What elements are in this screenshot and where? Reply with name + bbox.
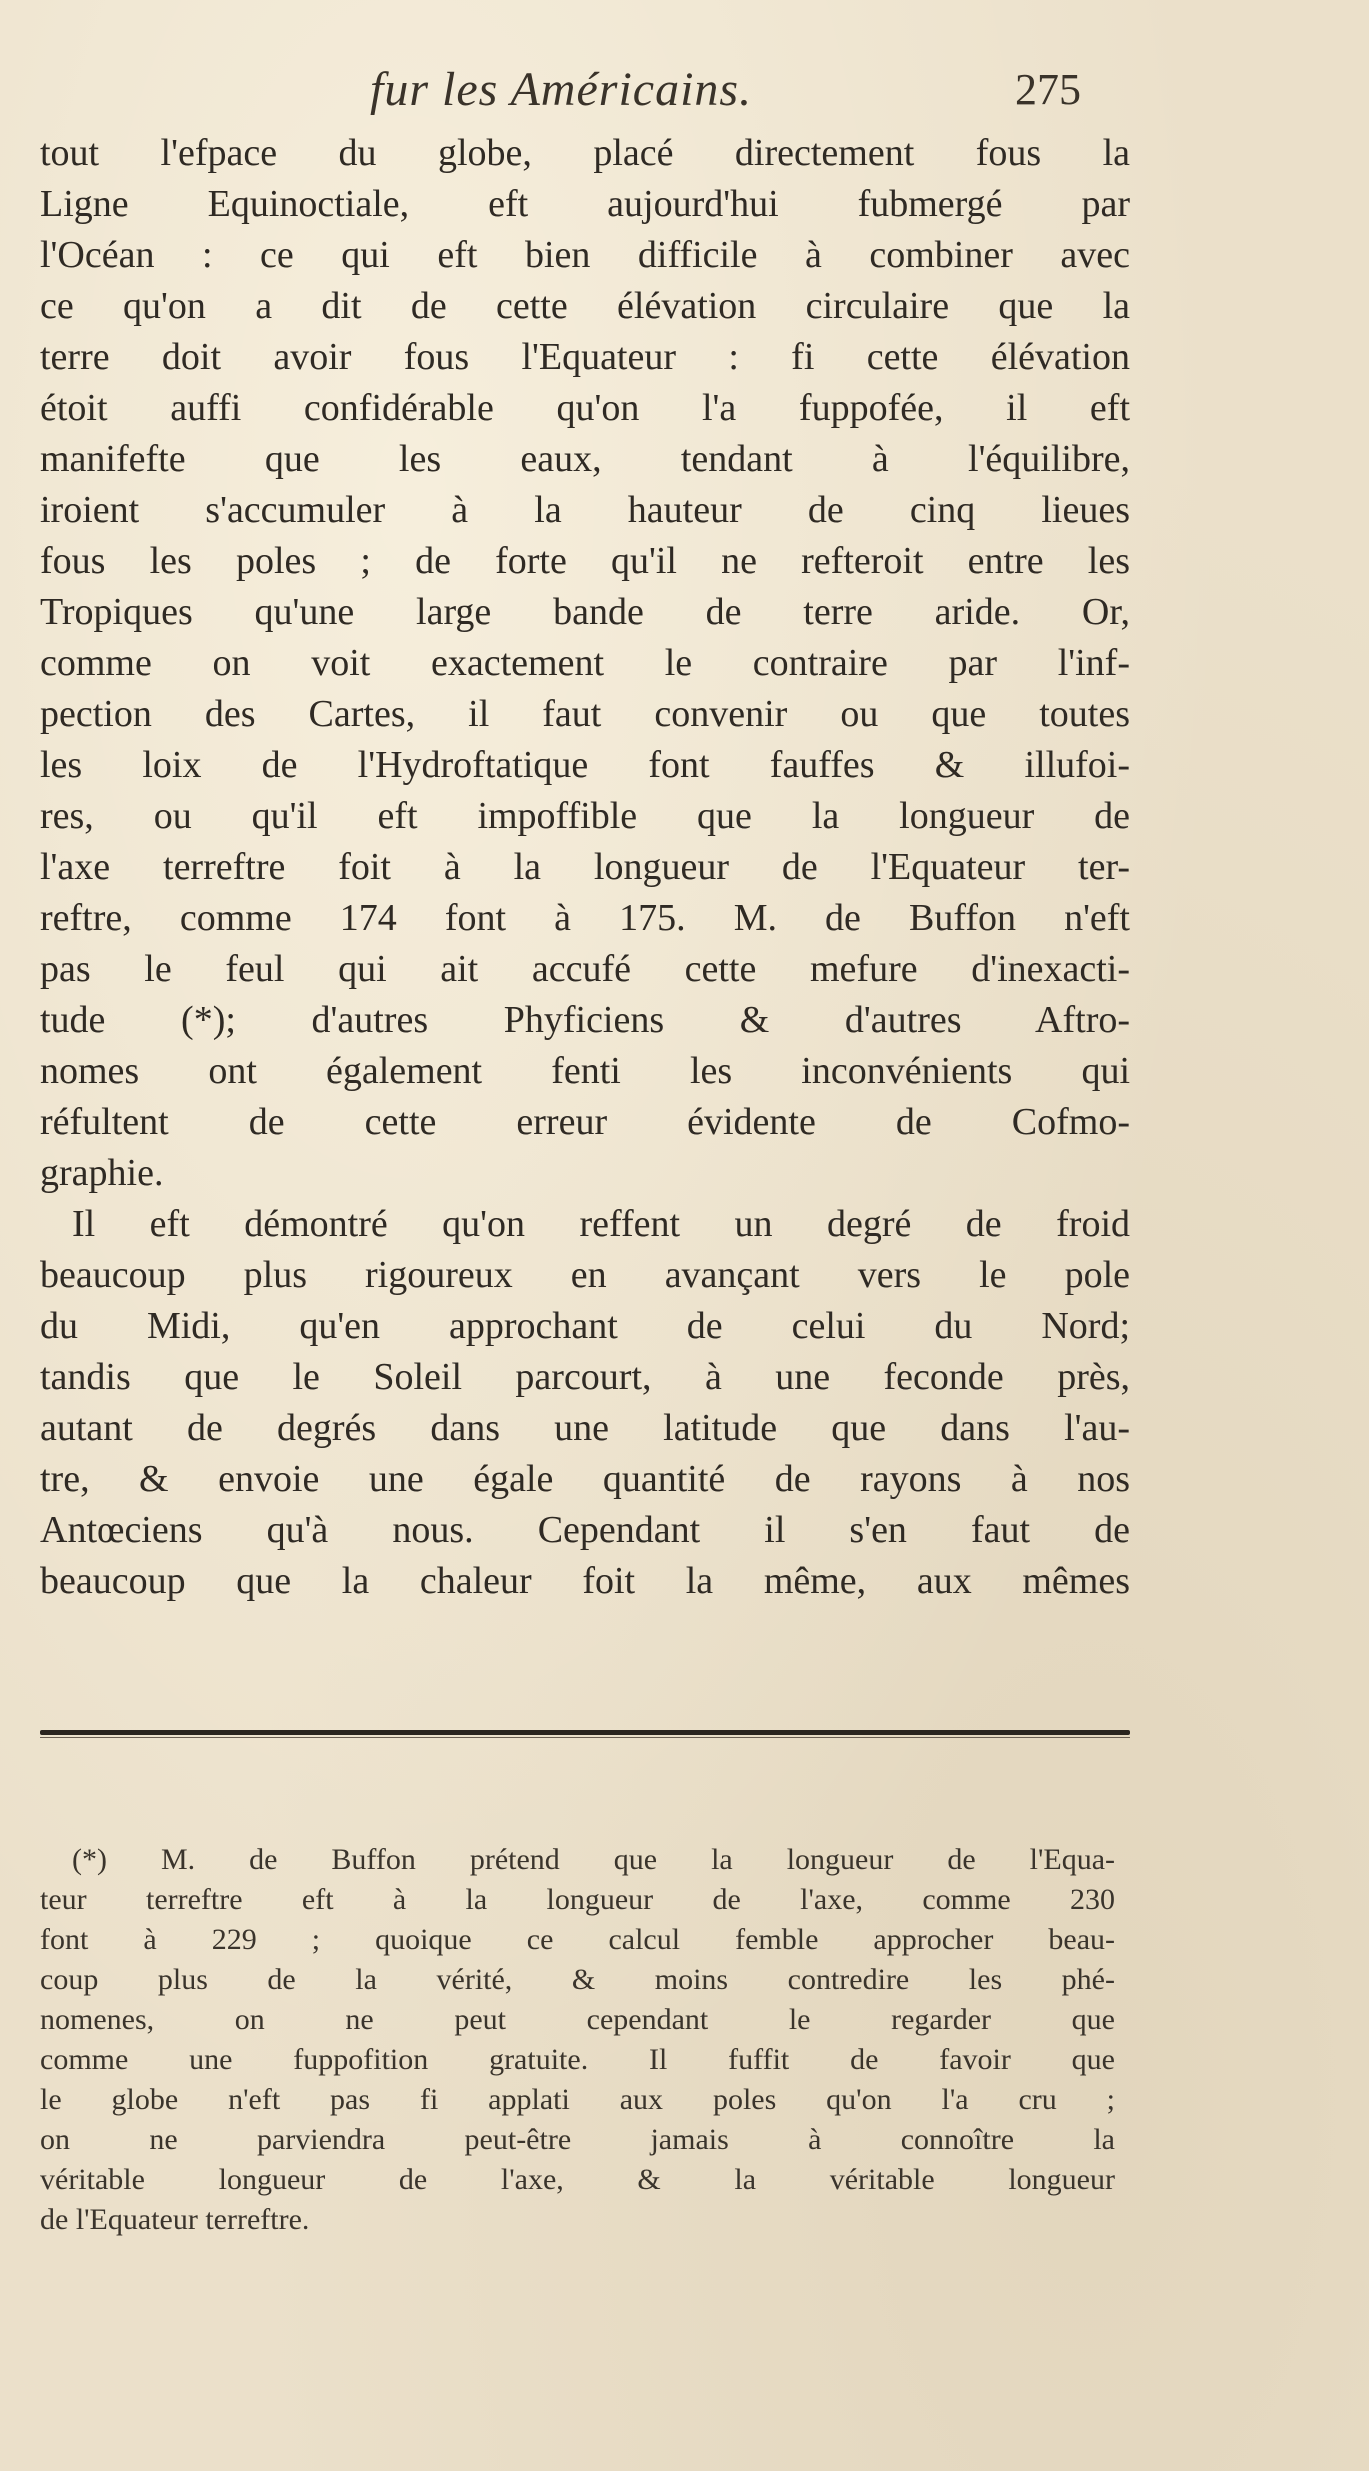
footnote-line: véritable longueur de l'axe, & la véritable longueur <box>40 2163 1115 2196</box>
text-line: ce qu'on a dit de cette élévation circulaire que la <box>40 285 1130 327</box>
text-line: Antœciens qu'à nous. Cependant il s'en faut de <box>40 1509 1130 1551</box>
page-number: 275 <box>1015 65 1081 114</box>
footnote-divider <box>40 1730 1130 1735</box>
text-line: Tropiques qu'une large bande de terre aride. Or, <box>40 591 1130 633</box>
footnote-line: on ne parviendra peut-être jamais à connoître la <box>40 2123 1115 2156</box>
text-line: nomes ont également fenti les inconvénients qui <box>40 1050 1130 1092</box>
text-line: res, ou qu'il eft impoffible que la longueur de <box>40 795 1130 837</box>
footnote-line: comme une fuppofition gratuite. Il fuffit de favoir que <box>40 2043 1115 2076</box>
text-line: tandis que le Soleil parcourt, à une feconde près, <box>40 1356 1130 1398</box>
text-line: tout l'efpace du globe, placé directement fous la <box>40 132 1130 174</box>
page-header <box>0 62 1369 122</box>
text-line: du Midi, qu'en approchant de celui du Nord; <box>40 1305 1130 1347</box>
body-text <box>40 128 1130 1607</box>
text-line: réfultent de cette erreur évidente de Cofmo- <box>40 1101 1130 1143</box>
text-line: beaucoup que la chaleur foit la même, aux mêmes <box>40 1560 1130 1602</box>
text-line: autant de degrés dans une latitude que dans l'au- <box>40 1407 1130 1449</box>
text-line: beaucoup plus rigoureux en avançant vers le pole <box>40 1254 1130 1296</box>
text-line: fous les poles ; de forte qu'il ne refteroit entre les <box>40 540 1130 582</box>
footnote-line: font à 229 ; quoique ce calcul femble approcher beau- <box>40 1923 1115 1956</box>
text-line: Ligne Equinoctiale, eft aujourd'hui fubmergé par <box>40 183 1130 225</box>
text-line: l'axe terreftre foit à la longueur de l'Equateur ter- <box>40 846 1130 888</box>
footnote-line: le globe n'eft pas fi applati aux poles qu'on l'a cru ; <box>40 2083 1115 2116</box>
footnote-line: nomenes, on ne peut cependant le regarder que <box>40 2003 1115 2036</box>
text-line: pection des Cartes, il faut convenir ou que toutes <box>40 693 1130 735</box>
footnote-line: de l'Equateur terreftre. <box>40 2203 310 2236</box>
footnote-line: (*) M. de Buffon prétend que la longueur de l'Equa- <box>72 1843 1115 1876</box>
text-line: reftre, comme 174 font à 175. M. de Buffon n'eft <box>40 897 1130 939</box>
text-line: manifefte que les eaux, tendant à l'équilibre, <box>40 438 1130 480</box>
text-line: iroient s'accumuler à la hauteur de cinq lieues <box>40 489 1130 531</box>
text-line: graphie. <box>40 1152 164 1194</box>
footnote-line: coup plus de la vérité, & moins contredire les phé- <box>40 1963 1115 1996</box>
text-line: l'Océan : ce qui eft bien difficile à combiner avec <box>40 234 1130 276</box>
text-line: comme on voit exactement le contraire par l'inf- <box>40 642 1130 684</box>
running-title: fur les Américains. <box>370 63 753 116</box>
text-line: pas le feul qui ait accufé cette mefure d'inexacti- <box>40 948 1130 990</box>
text-line: les loix de l'Hydroftatique font fauffes & illufoi- <box>40 744 1130 786</box>
footnote-divider-thin <box>40 1737 1130 1738</box>
text-line: Il eft démontré qu'on reffent un degré de froid <box>72 1203 1130 1245</box>
text-line: étoit auffi confidérable qu'on l'a fuppofée, il eft <box>40 387 1130 429</box>
footnote-line: teur terreftre eft à la longueur de l'axe, comme 230 <box>40 1883 1115 1916</box>
text-line: tude (*); d'autres Phyficiens & d'autres Aftro- <box>40 999 1130 1041</box>
text-line: terre doit avoir fous l'Equateur : fi cette élévation <box>40 336 1130 378</box>
text-line: tre, & envoie une égale quantité de rayons à nos <box>40 1458 1130 1500</box>
footnote <box>40 1840 1115 2240</box>
